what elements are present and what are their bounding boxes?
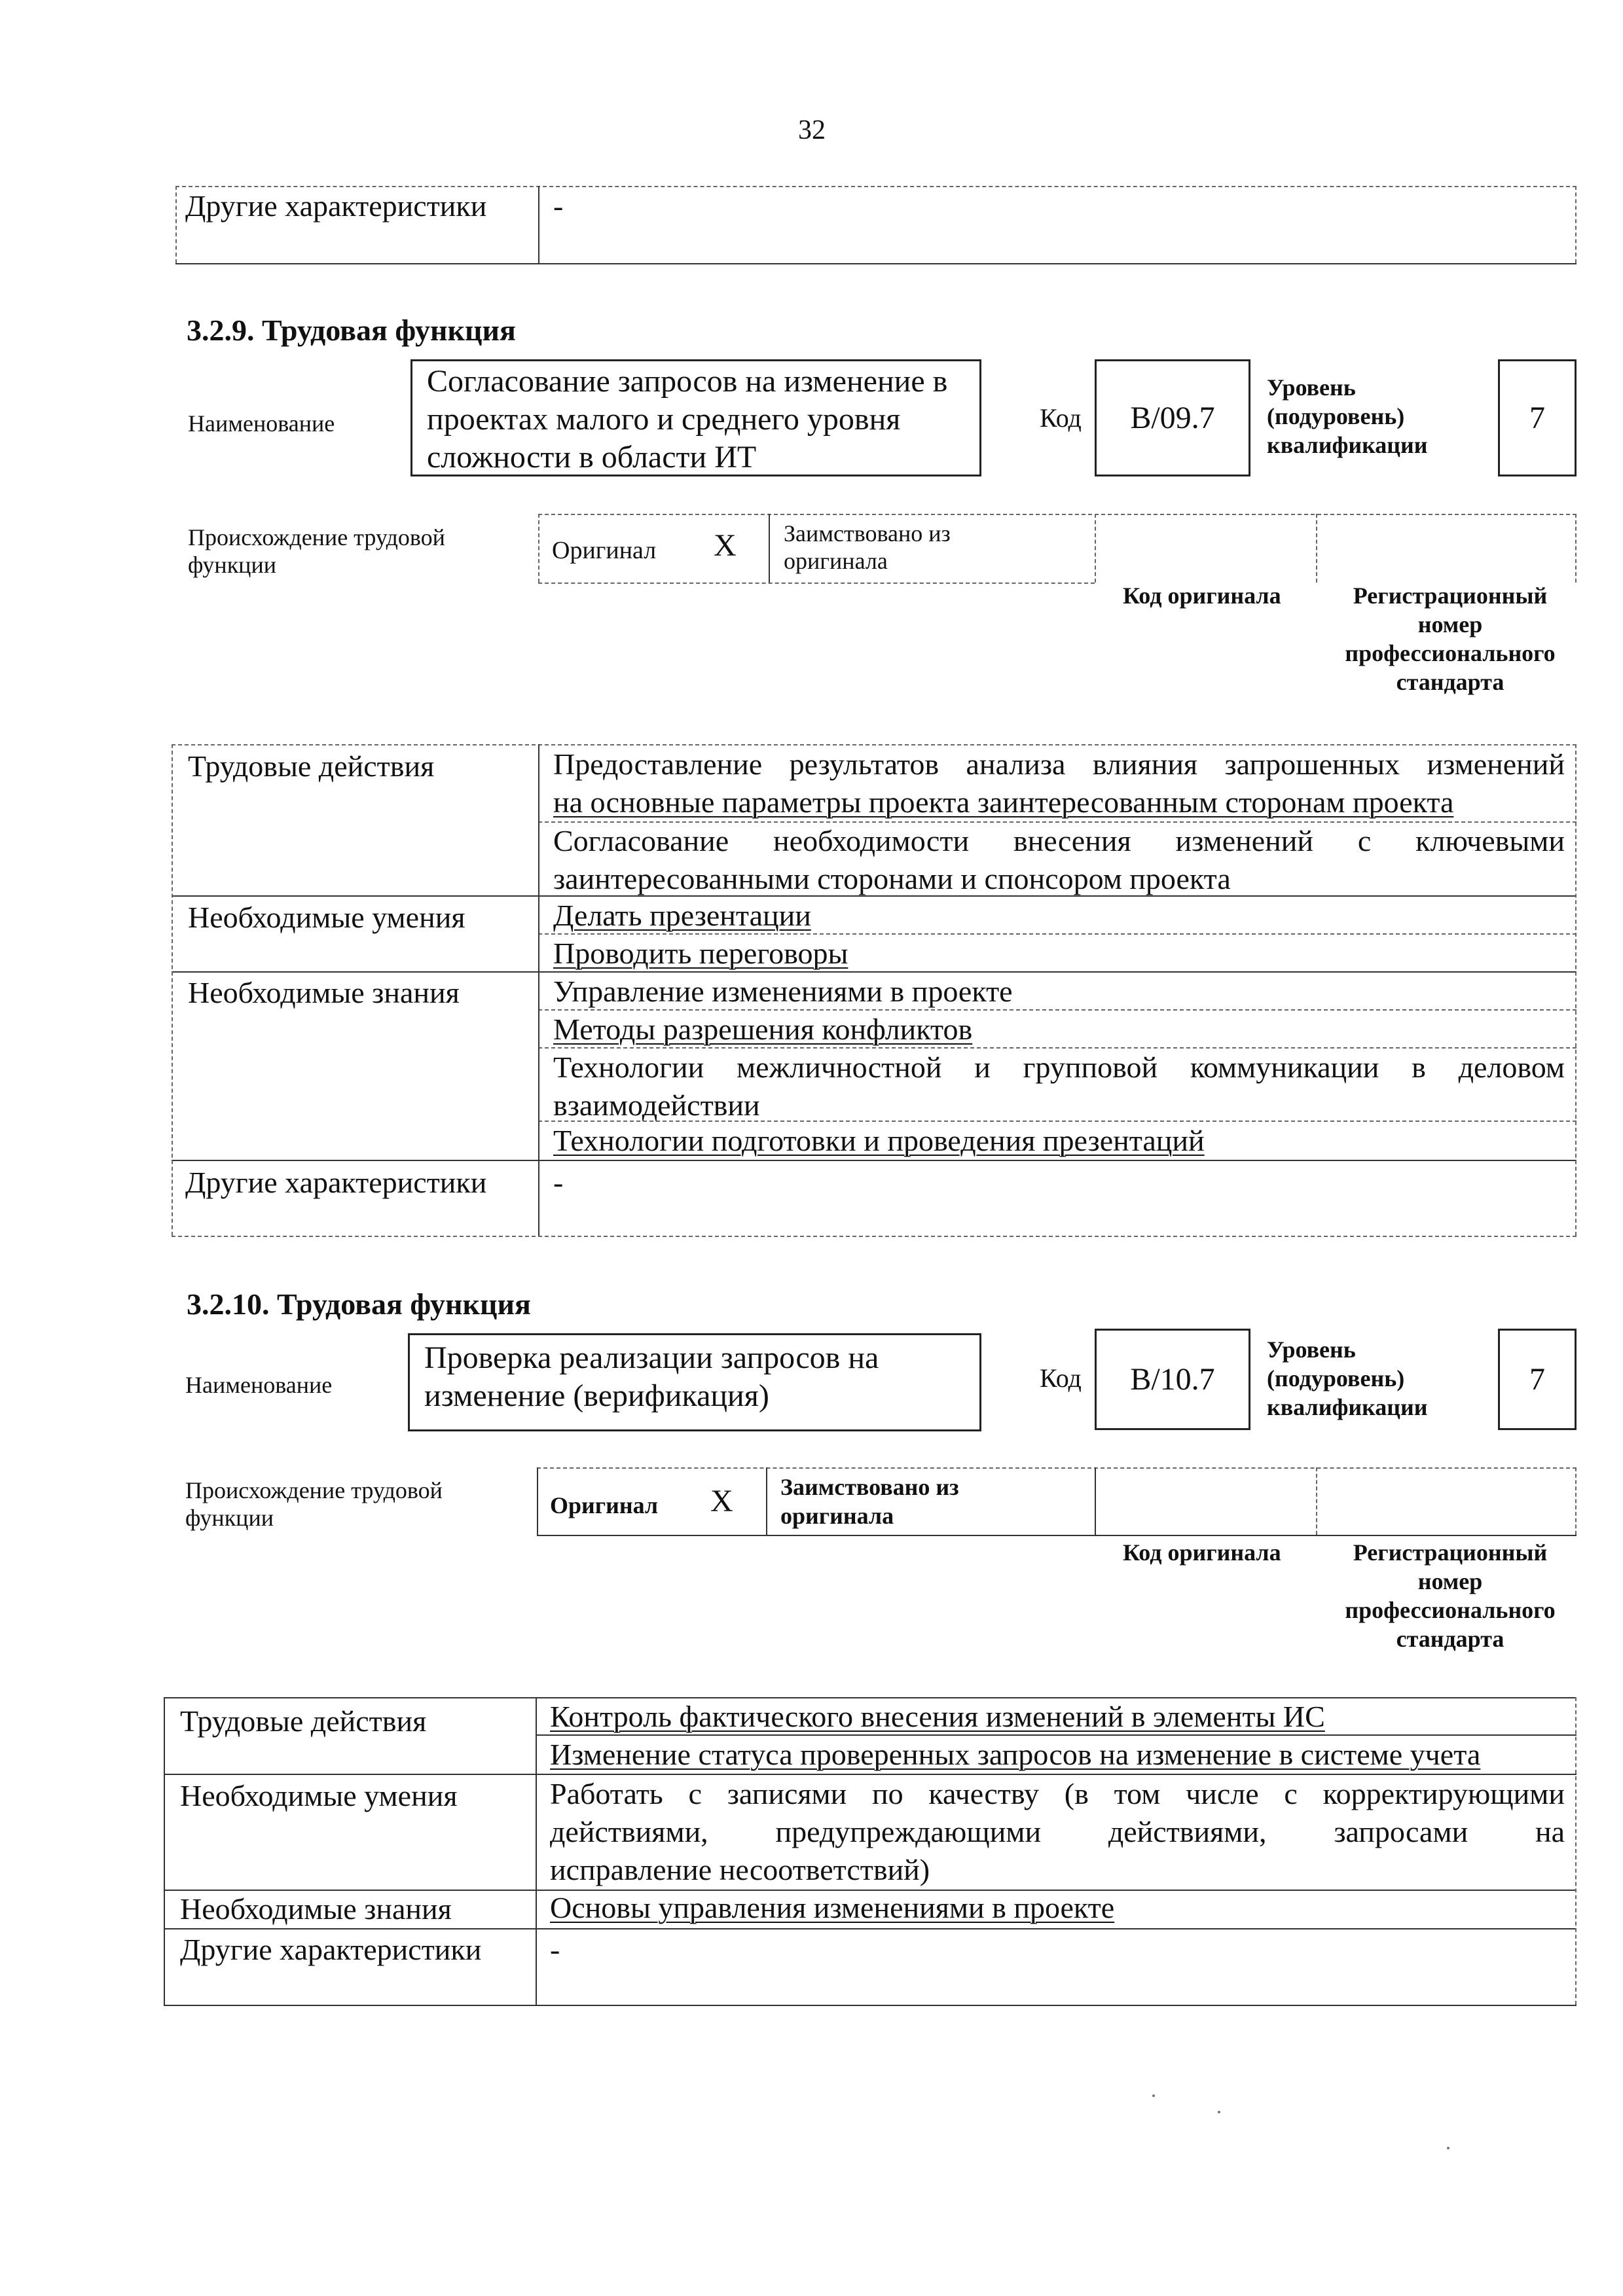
section-10-name-box bbox=[408, 1333, 981, 1431]
section-9-origin-line-1: Происхождение трудовой bbox=[188, 524, 445, 550]
section-10-code-value: B/10.7 bbox=[1130, 1362, 1215, 1397]
section-10-code-original-label: Код оригинала bbox=[1123, 1539, 1281, 1566]
section-9-reg-line-1: Регистрационный bbox=[1353, 583, 1548, 609]
section-10-level-box bbox=[1498, 1329, 1577, 1430]
section-9-name-line-2: проектах малого и среднего уровня bbox=[427, 402, 901, 437]
section-10-reg-line-1: Регистрационный bbox=[1353, 1539, 1548, 1566]
section-9-skill-2: Проводить переговоры bbox=[553, 937, 848, 970]
section-9-borrowed-label bbox=[784, 520, 951, 575]
section-10-level-line-2: (подуровень) bbox=[1267, 1365, 1405, 1391]
section-9-name-line-3: сложности в области ИТ bbox=[427, 440, 757, 475]
section-9-other-value: - bbox=[553, 1166, 564, 1199]
section-9-other-label: Другие характеристики bbox=[185, 1166, 487, 1199]
section-9-actions-label: Трудовые действия bbox=[188, 749, 435, 783]
top-other-value: - bbox=[553, 189, 564, 223]
page-number: 32 bbox=[798, 115, 826, 145]
section-9-level-box bbox=[1498, 359, 1577, 476]
section-9-knowledge-3-line-1: Технологии межличностной и групповой коммуникации в деловом bbox=[553, 1050, 1565, 1084]
section-10-action-1: Контроль фактического внесения изменений в элементы ИС bbox=[550, 1700, 1325, 1733]
scan-speck bbox=[1152, 2094, 1155, 2097]
section-9-name-line-1: Согласование запросов на изменение в bbox=[427, 364, 948, 399]
section-9-title: 3.2.9. Трудовая функция bbox=[187, 314, 516, 347]
section-10-level-value: 7 bbox=[1529, 1362, 1545, 1397]
section-10-origin-label bbox=[185, 1477, 443, 1532]
section-9-knowledge-3 bbox=[553, 1049, 1565, 1124]
section-10-name-line-2: изменение (верификация) bbox=[424, 1378, 769, 1413]
section-10-skill-1-line-3: исправление несоответствий) bbox=[550, 1853, 930, 1886]
section-10-borrowed-line-1: Заимствовано из bbox=[780, 1474, 959, 1500]
section-9-level-label bbox=[1267, 373, 1428, 459]
section-10-reg-line-4: стандарта bbox=[1396, 1626, 1504, 1652]
scan-speck bbox=[1447, 2147, 1450, 2149]
section-10-reg-line-3: профессионального bbox=[1345, 1597, 1556, 1623]
section-9-action-1-line-1: Предоставление результатов анализа влияния запрошенных изменений bbox=[553, 747, 1565, 781]
section-9-level-line-1: Уровень bbox=[1267, 374, 1356, 401]
section-9-action-2-line-2: заинтересованными сторонами и спонсором проекта bbox=[553, 862, 1231, 895]
section-9-reg-line-3: профессионального bbox=[1345, 640, 1556, 666]
section-9-skill-1: Делать презентации bbox=[553, 899, 811, 932]
section-9-action-2 bbox=[553, 822, 1565, 898]
section-9-original-label: Оригинал bbox=[552, 537, 657, 564]
section-9-action-2-line-1: Согласование необходимости внесения изменений с ключевыми bbox=[553, 824, 1565, 857]
section-10-skills-label: Необходимые умения bbox=[180, 1779, 458, 1812]
section-10-skill-1-line-2: действиями, предупреждающими действиями, запросами на bbox=[550, 1815, 1565, 1848]
section-10-level-line-3: квалификации bbox=[1267, 1394, 1428, 1420]
section-10-other-label: Другие характеристики bbox=[180, 1933, 482, 1966]
section-9-code-value: B/09.7 bbox=[1130, 401, 1215, 435]
section-9-knowledge-1: Управление изменениями в проекте bbox=[553, 975, 1013, 1008]
section-10-name-label: Наименование bbox=[185, 1372, 333, 1398]
scan-speck bbox=[1218, 2111, 1220, 2113]
section-9-reg-line-4: стандарта bbox=[1396, 669, 1504, 695]
section-10-code-box bbox=[1095, 1329, 1250, 1430]
section-9-borrowed-line-2: оригинала bbox=[784, 548, 888, 574]
top-other-label: Другие характеристики bbox=[185, 189, 487, 223]
section-9-skills-label: Необходимые умения bbox=[188, 901, 465, 934]
section-9-knowledge-2: Методы разрешения конфликтов bbox=[553, 1013, 973, 1046]
section-10-origin-line-1: Происхождение трудовой bbox=[185, 1477, 443, 1503]
section-10-other-value: - bbox=[550, 1933, 560, 1966]
section-10-code-label: Код bbox=[1040, 1363, 1082, 1393]
section-9-knowledge-4: Технологии подготовки и проведения презентаций bbox=[553, 1124, 1205, 1157]
section-10-borrowed-label bbox=[780, 1473, 959, 1530]
section-10-action-2: Изменение статуса проверенных запросов на изменение в системе учета bbox=[550, 1738, 1481, 1771]
section-9-origin-line-2: функции bbox=[188, 552, 276, 578]
section-9-name-box bbox=[410, 359, 981, 476]
section-9-action-1-line-2: на основные параметры проекта заинтересованным сторонам проекта bbox=[553, 785, 1454, 819]
section-10-borrowed-line-2: оригинала bbox=[780, 1503, 894, 1529]
section-9-code-box bbox=[1095, 359, 1250, 476]
section-9-level-line-3: квалификации bbox=[1267, 432, 1428, 458]
section-9-level-line-2: (подуровень) bbox=[1267, 403, 1405, 429]
section-9-origin-label bbox=[188, 524, 445, 579]
section-10-level-label bbox=[1267, 1335, 1428, 1422]
section-10-knowledge-1: Основы управления изменениями в проекте bbox=[550, 1891, 1115, 1924]
section-10-original-label: Оригинал bbox=[550, 1492, 659, 1518]
section-9-reg-number-label bbox=[1326, 581, 1575, 696]
section-10-title: 3.2.10. Трудовая функция bbox=[187, 1287, 531, 1321]
section-10-origin-line-2: функции bbox=[185, 1505, 274, 1531]
section-9-original-mark: X bbox=[714, 528, 737, 563]
section-10-reg-number-label bbox=[1326, 1538, 1575, 1653]
section-9-action-1 bbox=[553, 745, 1565, 821]
section-10-reg-line-2: номер bbox=[1417, 1568, 1483, 1594]
section-9-name-label: Наименование bbox=[188, 410, 335, 437]
section-10-skill-1-line-1: Работать с записями по качеству (в том числе с корректирующими bbox=[550, 1777, 1565, 1810]
section-10-skill-1 bbox=[550, 1775, 1565, 1889]
section-9-knowledge-label: Необходимые знания bbox=[188, 976, 460, 1009]
section-10-knowledge-label: Необходимые знания bbox=[180, 1892, 452, 1926]
section-10-original-mark: X bbox=[710, 1484, 733, 1518]
section-9-reg-line-2: номер bbox=[1417, 611, 1483, 637]
section-9-code-label: Код bbox=[1040, 403, 1082, 433]
section-9-borrowed-line-1: Заимствовано из bbox=[784, 520, 951, 547]
section-10-level-line-1: Уровень bbox=[1267, 1336, 1356, 1363]
section-10-name-line-1: Проверка реализации запросов на bbox=[424, 1340, 879, 1375]
section-9-knowledge-3-line-2: взаимодействии bbox=[553, 1088, 760, 1122]
section-10-actions-label: Трудовые действия bbox=[180, 1704, 427, 1738]
section-9-code-original-label: Код оригинала bbox=[1123, 583, 1281, 609]
section-9-level-value: 7 bbox=[1529, 401, 1545, 435]
